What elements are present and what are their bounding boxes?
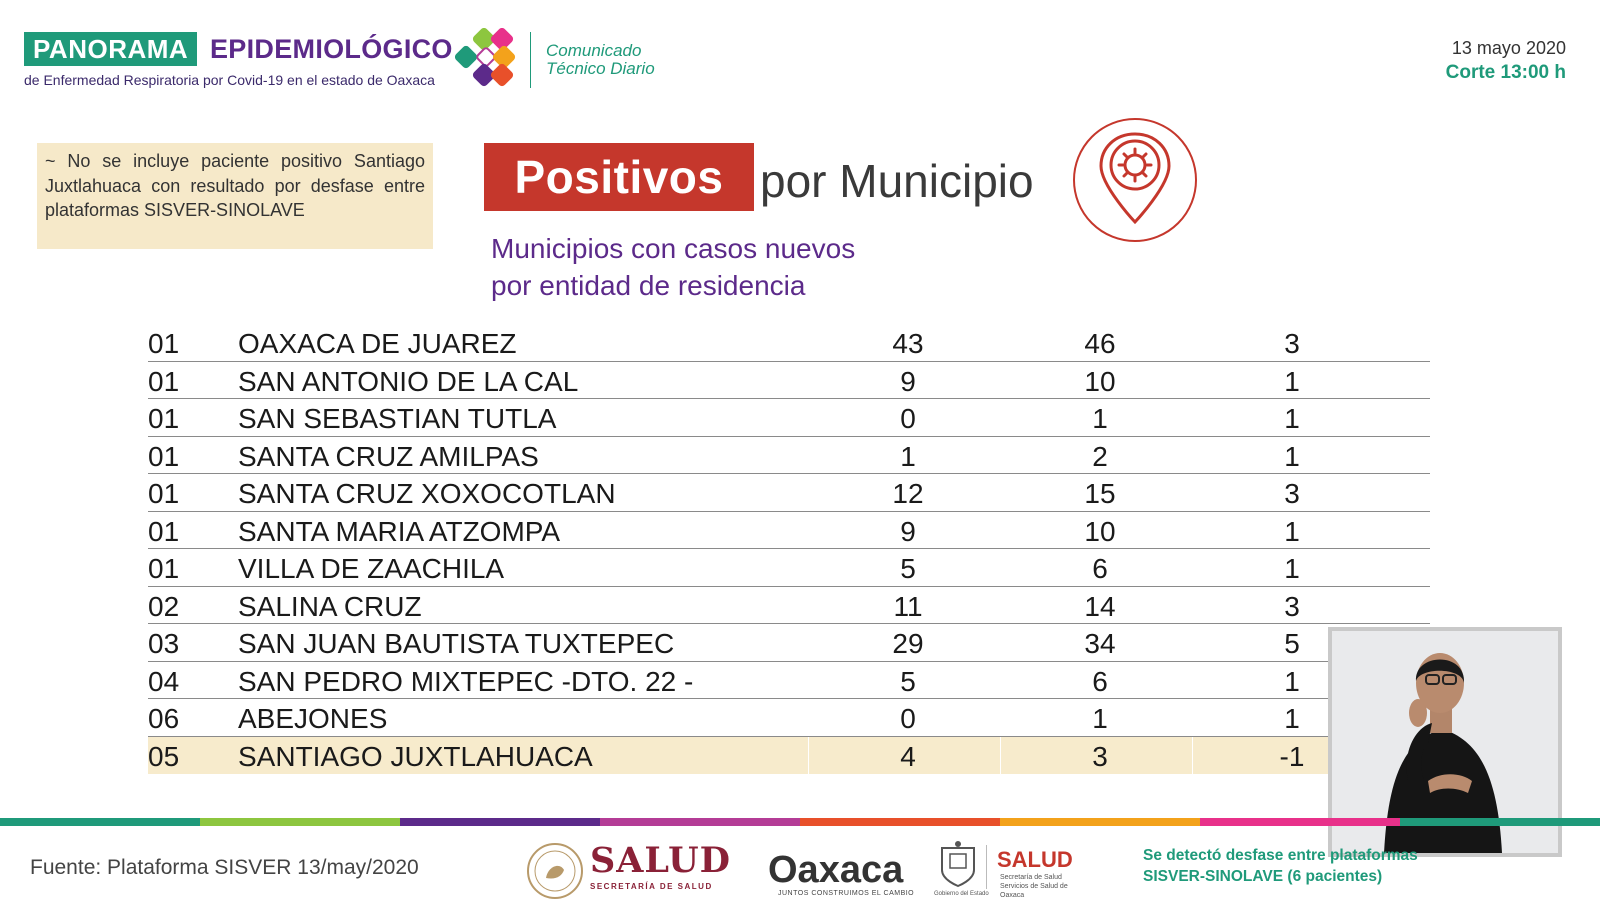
row-code: 02 — [148, 590, 180, 622]
subtitle-line2: por entidad de residencia — [491, 270, 806, 301]
report-date: 13 mayo 2020 — [1451, 38, 1566, 58]
row-value-c: 1 — [1284, 703, 1300, 734]
row-value-b: 1 — [1092, 403, 1108, 434]
row-value-c: 3 — [1284, 478, 1300, 509]
comunicado-line1: Comunicado — [546, 41, 642, 60]
row-municipality: SAN JUAN BAUTISTA TUXTEPEC — [238, 628, 675, 659]
row-value-b: 3 — [1092, 740, 1108, 772]
row-value-b: 46 — [1084, 328, 1116, 359]
row-value-b: 6 — [1092, 665, 1108, 697]
row-code: 05 — [148, 740, 180, 772]
row-municipality: SANTIAGO JUXTLAHUACA — [238, 740, 593, 772]
row-value-b: 10 — [1084, 365, 1116, 397]
title-badge: Positivos — [484, 143, 754, 211]
row-value-b: 1 — [1092, 703, 1108, 734]
row-value-c: 1 — [1284, 365, 1300, 397]
row-value-c: 1 — [1284, 403, 1300, 434]
table-row — [148, 324, 1430, 362]
row-value-a: 5 — [900, 665, 916, 697]
brand-panorama: PANORAMA — [24, 32, 197, 66]
band-segment — [0, 818, 201, 826]
row-municipality: OAXACA DE JUAREZ — [238, 328, 517, 359]
header-divider — [530, 32, 531, 88]
mexico-coat-of-arms-icon — [526, 842, 584, 900]
row-value-c: 1 — [1284, 665, 1300, 697]
footnote-line1: Se detectó desfase entre plataformas — [1143, 847, 1418, 864]
salud-federal-logo: SALUD — [590, 840, 732, 881]
band-segment — [1400, 818, 1600, 826]
data-source: Fuente: Plataforma SISVER 13/may/2020 — [30, 856, 419, 879]
row-value-b: 6 — [1092, 553, 1108, 584]
row-value-c: 1 — [1284, 553, 1300, 584]
row-code: 01 — [148, 553, 180, 584]
row-value-b: 14 — [1084, 590, 1116, 622]
exclusion-note: ~ No se incluye paciente positivo Santiago Juxtlahuaca con resultado por desfase entre plataformas SISVER-SINOLAVE — [37, 143, 433, 249]
oaxaca-seal-icon — [938, 840, 978, 888]
band-segment — [600, 818, 801, 826]
row-code: 01 — [148, 478, 180, 509]
comunicado-line2: Técnico Diario — [546, 59, 655, 78]
row-value-b: 2 — [1092, 440, 1108, 472]
row-municipality: SAN SEBASTIAN TUTLA — [238, 403, 557, 434]
virus-location-pin-icon — [1071, 116, 1199, 244]
row-code: 01 — [148, 365, 180, 397]
table-row — [148, 399, 1430, 437]
row-value-c: -1 — [1279, 740, 1305, 772]
row-code: 01 — [148, 440, 180, 472]
salud-federal-subtitle: SECRETARÍA DE SALUD — [590, 882, 713, 891]
row-value-c: 1 — [1284, 515, 1300, 547]
row-value-c: 3 — [1284, 590, 1300, 622]
band-segment — [400, 818, 601, 826]
band-segment — [1000, 818, 1201, 826]
row-code: 06 — [148, 703, 180, 734]
row-value-c: 1 — [1284, 440, 1300, 472]
salud-estatal-subtitle: Secretaría de Salud Servicios de Salud de Oaxaca — [1000, 874, 1068, 899]
row-value-a: 11 — [893, 590, 923, 622]
title-text: por Municipio — [760, 155, 1034, 207]
cell-separator — [1000, 737, 1001, 775]
row-municipality: SANTA CRUZ XOXOCOTLAN — [238, 478, 616, 509]
footer-divider — [986, 845, 987, 889]
cell-separator — [1192, 737, 1193, 775]
row-municipality: SALINA CRUZ — [238, 590, 422, 622]
salud-estatal-logo: SALUD — [997, 847, 1073, 872]
row-code: 01 — [148, 403, 180, 434]
table-row — [148, 587, 1430, 625]
row-value-a: 29 — [892, 628, 924, 659]
table-row — [148, 362, 1430, 400]
footnote-line2: SISVER-SINOLAVE (6 pacientes) — [1143, 868, 1383, 885]
oaxaca-logo: Oaxaca — [768, 849, 904, 891]
band-segment — [1200, 818, 1401, 826]
table-row — [148, 437, 1430, 475]
table-row — [148, 549, 1430, 587]
table-row — [148, 662, 1430, 700]
row-municipality: VILLA DE ZAACHILA — [238, 553, 505, 584]
brand-epidemiologico: EPIDEMIOLÓGICO — [210, 34, 453, 64]
row-value-a: 1 — [900, 440, 916, 472]
band-segment — [800, 818, 1001, 826]
row-value-b: 10 — [1084, 515, 1116, 547]
oaxaca-tagline: JUNTOS CONSTRUIMOS EL CAMBIO — [778, 890, 915, 897]
table-row — [148, 624, 1430, 662]
row-value-a: 9 — [900, 515, 916, 547]
row-municipality: SANTA CRUZ AMILPAS — [238, 440, 539, 472]
brand-subtitle: de Enfermedad Respiratoria por Covid-19 en el estado de Oaxaca — [24, 72, 435, 88]
row-value-a: 43 — [892, 328, 924, 359]
row-value-a: 0 — [900, 703, 916, 734]
row-municipality: SANTA MARIA ATZOMPA — [238, 515, 561, 547]
row-code: 01 — [148, 515, 180, 547]
row-value-a: 0 — [900, 403, 916, 434]
municipality-table — [148, 324, 1430, 774]
gobierno-estado-label: Gobierno del Estado — [934, 891, 989, 897]
row-value-b: 15 — [1084, 478, 1116, 509]
subtitle-line1: Municipios con casos nuevos — [491, 233, 856, 264]
table-row — [148, 699, 1430, 737]
panorama-logo-icon — [455, 28, 517, 90]
row-value-a: 5 — [900, 553, 916, 584]
row-value-c: 3 — [1284, 328, 1300, 359]
row-municipality: ABEJONES — [238, 703, 388, 734]
table-row — [148, 474, 1430, 512]
row-value-c: 5 — [1284, 628, 1300, 659]
row-code: 03 — [148, 628, 180, 659]
report-cut-time: Corte 13:00 h — [1445, 62, 1566, 83]
row-value-a: 4 — [900, 740, 916, 772]
table-row-highlighted — [148, 737, 1430, 775]
table-row — [148, 512, 1430, 550]
band-segment — [200, 818, 401, 826]
row-value-a: 12 — [892, 478, 924, 509]
cell-separator — [808, 737, 809, 775]
row-municipality: SAN ANTONIO DE LA CAL — [238, 365, 579, 397]
row-code: 04 — [148, 665, 180, 697]
row-municipality: SAN PEDRO MIXTEPEC -DTO. 22 - — [238, 665, 694, 697]
row-value-b: 34 — [1084, 628, 1116, 659]
row-value-a: 9 — [900, 365, 916, 397]
row-code: 01 — [148, 328, 180, 359]
color-band — [0, 818, 1600, 826]
